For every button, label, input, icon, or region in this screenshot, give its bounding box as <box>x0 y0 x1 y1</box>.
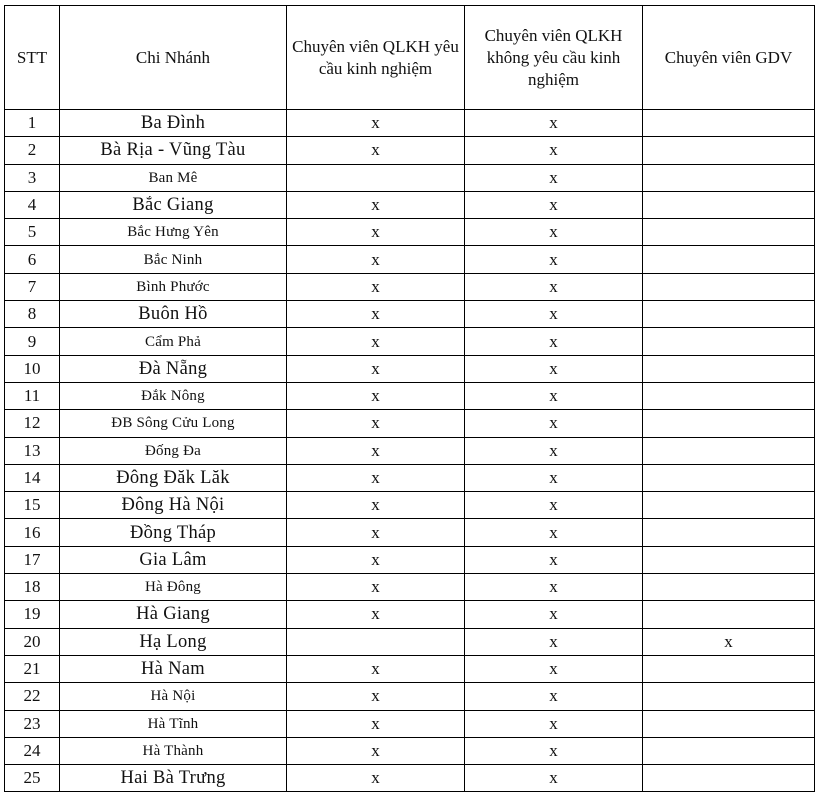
cell-stt: 16 <box>5 519 60 546</box>
cell-branch: Đống Đa <box>60 437 287 464</box>
cell-qlkh-no-experience: x <box>465 710 643 737</box>
cell-qlkh-no-experience: x <box>465 355 643 382</box>
cell-stt: 18 <box>5 574 60 601</box>
cell-branch: Đồng Tháp <box>60 519 287 546</box>
cell-qlkh-no-experience: x <box>465 655 643 682</box>
header-qlkh-experience: Chuyên viên QLKH yêu cầu kinh nghiệm <box>287 6 465 110</box>
cell-qlkh-experience: x <box>287 683 465 710</box>
cell-gdv <box>643 301 815 328</box>
table-row <box>5 110 815 137</box>
cell-branch: Hà Nam <box>60 655 287 682</box>
cell-qlkh-experience: x <box>287 246 465 273</box>
table-row <box>5 464 815 491</box>
cell-qlkh-no-experience: x <box>465 765 643 792</box>
cell-stt: 17 <box>5 546 60 573</box>
table-row <box>5 683 815 710</box>
cell-gdv <box>643 273 815 300</box>
cell-stt: 24 <box>5 737 60 764</box>
cell-qlkh-experience: x <box>287 601 465 628</box>
cell-qlkh-no-experience: x <box>465 574 643 601</box>
cell-gdv <box>643 492 815 519</box>
cell-qlkh-experience <box>287 164 465 191</box>
cell-branch: Hà Nội <box>60 683 287 710</box>
cell-qlkh-experience: x <box>287 737 465 764</box>
cell-gdv <box>643 437 815 464</box>
cell-branch: Ban Mê <box>60 164 287 191</box>
header-stt: STT <box>5 6 60 110</box>
table-row <box>5 737 815 764</box>
cell-stt: 21 <box>5 655 60 682</box>
cell-gdv <box>643 546 815 573</box>
cell-stt: 5 <box>5 219 60 246</box>
cell-qlkh-experience: x <box>287 328 465 355</box>
cell-qlkh-experience: x <box>287 710 465 737</box>
cell-stt: 23 <box>5 710 60 737</box>
cell-stt: 10 <box>5 355 60 382</box>
cell-qlkh-no-experience: x <box>465 328 643 355</box>
cell-gdv <box>643 246 815 273</box>
table-row <box>5 191 815 218</box>
cell-stt: 1 <box>5 110 60 137</box>
cell-qlkh-no-experience: x <box>465 164 643 191</box>
cell-qlkh-no-experience: x <box>465 191 643 218</box>
cell-branch: Cẩm Phả <box>60 328 287 355</box>
cell-qlkh-experience: x <box>287 382 465 409</box>
cell-branch: Bắc Ninh <box>60 246 287 273</box>
cell-qlkh-experience <box>287 628 465 655</box>
cell-qlkh-no-experience: x <box>465 301 643 328</box>
cell-qlkh-no-experience: x <box>465 628 643 655</box>
cell-qlkh-experience: x <box>287 546 465 573</box>
cell-qlkh-experience: x <box>287 574 465 601</box>
cell-branch: Bình Phước <box>60 273 287 300</box>
cell-qlkh-no-experience: x <box>465 737 643 764</box>
cell-gdv <box>643 683 815 710</box>
cell-stt: 9 <box>5 328 60 355</box>
cell-qlkh-experience: x <box>287 191 465 218</box>
cell-gdv <box>643 328 815 355</box>
cell-stt: 20 <box>5 628 60 655</box>
cell-gdv <box>643 655 815 682</box>
cell-gdv <box>643 164 815 191</box>
cell-branch: Hà Đông <box>60 574 287 601</box>
cell-qlkh-experience: x <box>287 655 465 682</box>
cell-branch: Ba Đình <box>60 110 287 137</box>
cell-qlkh-no-experience: x <box>465 601 643 628</box>
cell-gdv <box>643 710 815 737</box>
cell-qlkh-experience: x <box>287 110 465 137</box>
cell-branch: Hà Giang <box>60 601 287 628</box>
cell-stt: 6 <box>5 246 60 273</box>
table-row <box>5 601 815 628</box>
cell-branch: Hà Thành <box>60 737 287 764</box>
cell-gdv <box>643 137 815 164</box>
cell-gdv <box>643 382 815 409</box>
cell-qlkh-experience: x <box>287 301 465 328</box>
cell-branch: Gia Lâm <box>60 546 287 573</box>
table-row <box>5 765 815 792</box>
cell-branch: ĐB Sông Cửu Long <box>60 410 287 437</box>
table-header-row <box>5 6 815 110</box>
table-row <box>5 164 815 191</box>
cell-qlkh-no-experience: x <box>465 246 643 273</box>
cell-qlkh-no-experience: x <box>465 273 643 300</box>
branch-recruitment-table <box>4 5 815 792</box>
table-row <box>5 301 815 328</box>
cell-gdv <box>643 464 815 491</box>
cell-qlkh-experience: x <box>287 219 465 246</box>
table-row <box>5 574 815 601</box>
cell-branch: Đắk Nông <box>60 382 287 409</box>
cell-stt: 14 <box>5 464 60 491</box>
cell-qlkh-no-experience: x <box>465 492 643 519</box>
cell-stt: 22 <box>5 683 60 710</box>
table-row <box>5 246 815 273</box>
cell-qlkh-experience: x <box>287 492 465 519</box>
cell-qlkh-no-experience: x <box>465 437 643 464</box>
cell-branch: Đông Hà Nội <box>60 492 287 519</box>
cell-gdv <box>643 765 815 792</box>
cell-gdv <box>643 601 815 628</box>
table-row <box>5 328 815 355</box>
cell-gdv <box>643 519 815 546</box>
cell-qlkh-experience: x <box>287 273 465 300</box>
cell-stt: 13 <box>5 437 60 464</box>
cell-branch: Đà Nẵng <box>60 355 287 382</box>
cell-qlkh-experience: x <box>287 355 465 382</box>
table-row <box>5 410 815 437</box>
header-qlkh-no-experience: Chuyên viên QLKH không yêu cầu kinh nghiệm <box>465 6 643 110</box>
cell-qlkh-experience: x <box>287 437 465 464</box>
cell-qlkh-no-experience: x <box>465 110 643 137</box>
cell-qlkh-no-experience: x <box>465 219 643 246</box>
table-row <box>5 519 815 546</box>
cell-stt: 2 <box>5 137 60 164</box>
cell-stt: 4 <box>5 191 60 218</box>
table-row <box>5 437 815 464</box>
cell-gdv <box>643 574 815 601</box>
cell-qlkh-no-experience: x <box>465 137 643 164</box>
table-row <box>5 273 815 300</box>
cell-qlkh-experience: x <box>287 464 465 491</box>
table-row <box>5 655 815 682</box>
table-row <box>5 492 815 519</box>
cell-qlkh-no-experience: x <box>465 519 643 546</box>
cell-branch: Hai Bà Trưng <box>60 765 287 792</box>
cell-branch: Bắc Hưng Yên <box>60 219 287 246</box>
cell-qlkh-no-experience: x <box>465 683 643 710</box>
cell-branch: Bắc Giang <box>60 191 287 218</box>
header-gdv: Chuyên viên GDV <box>643 6 815 110</box>
table-row <box>5 219 815 246</box>
table-row <box>5 546 815 573</box>
cell-stt: 25 <box>5 765 60 792</box>
table-row <box>5 710 815 737</box>
cell-branch: Hạ Long <box>60 628 287 655</box>
cell-gdv <box>643 191 815 218</box>
cell-qlkh-no-experience: x <box>465 464 643 491</box>
cell-qlkh-experience: x <box>287 137 465 164</box>
table-row <box>5 382 815 409</box>
cell-stt: 12 <box>5 410 60 437</box>
header-branch: Chi Nhánh <box>60 6 287 110</box>
cell-qlkh-experience: x <box>287 410 465 437</box>
cell-branch: Hà Tĩnh <box>60 710 287 737</box>
cell-branch: Bà Rịa - Vũng Tàu <box>60 137 287 164</box>
table-row <box>5 137 815 164</box>
cell-branch: Đông Đăk Lăk <box>60 464 287 491</box>
cell-qlkh-no-experience: x <box>465 546 643 573</box>
table-row <box>5 628 815 655</box>
cell-branch: Buôn Hồ <box>60 301 287 328</box>
table-row <box>5 355 815 382</box>
cell-stt: 15 <box>5 492 60 519</box>
cell-qlkh-no-experience: x <box>465 410 643 437</box>
cell-gdv <box>643 737 815 764</box>
cell-qlkh-experience: x <box>287 765 465 792</box>
cell-gdv <box>643 219 815 246</box>
cell-qlkh-experience: x <box>287 519 465 546</box>
cell-gdv: x <box>643 628 815 655</box>
cell-stt: 8 <box>5 301 60 328</box>
cell-qlkh-no-experience: x <box>465 382 643 409</box>
cell-gdv <box>643 355 815 382</box>
cell-gdv <box>643 110 815 137</box>
cell-stt: 7 <box>5 273 60 300</box>
cell-stt: 3 <box>5 164 60 191</box>
cell-stt: 11 <box>5 382 60 409</box>
cell-stt: 19 <box>5 601 60 628</box>
cell-gdv <box>643 410 815 437</box>
